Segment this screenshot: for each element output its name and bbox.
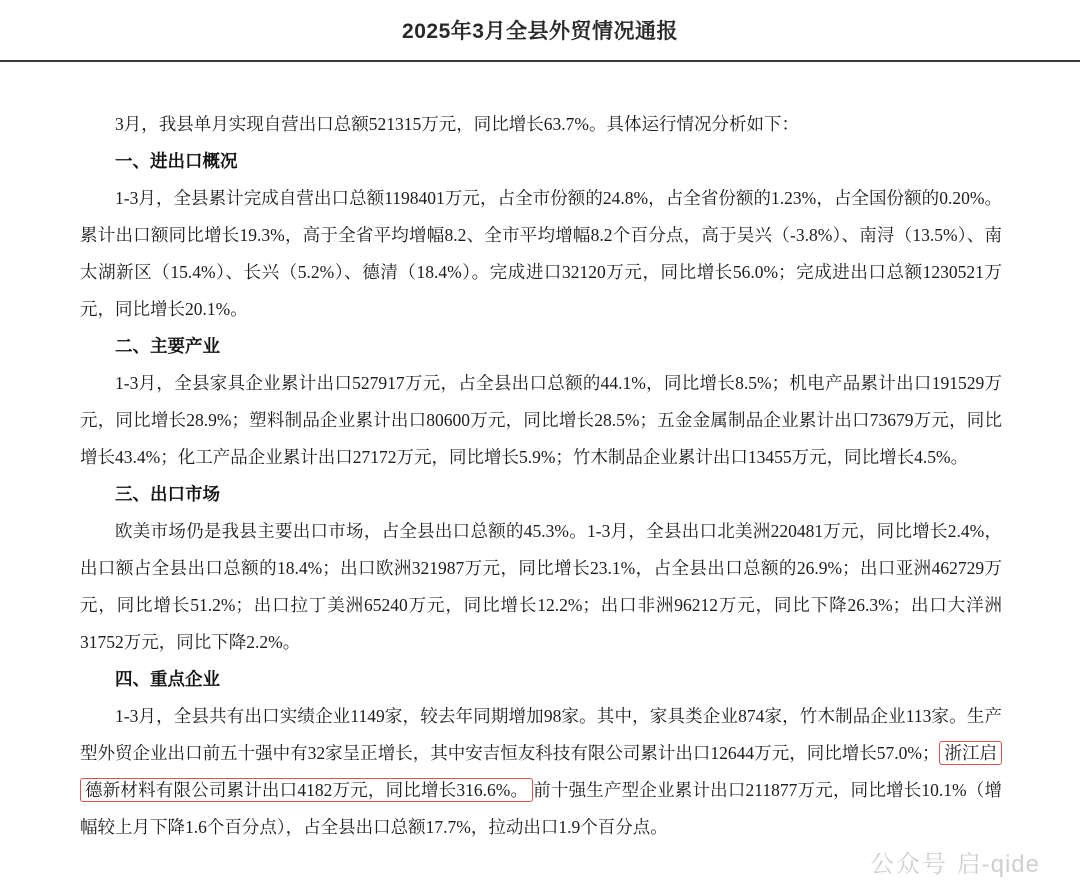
section-paragraph-3: 欧美市场仍是我县主要出口市场，占全县出口总额的45.3%。1-3月，全县出口北美洲220481万元，同比增长2.4%，出口额占全县出口总额的18.4%；出口欧洲321987万元，同比增长23.1%，占全县出口总额的26.9%；出口亚洲462729万元，同比增长51.2%；出口拉丁美洲65240万元，同比增长12.2%；出口非洲96212万元，同比下降26.3%；出口大洋洲31752万元，同比下降2.2%。: [80, 521, 1002, 652]
section-heading-2: 二、主要产业: [115, 336, 220, 356]
watermark-handle: 启-qide: [956, 851, 1040, 878]
document-body: [0, 62, 1080, 846]
section-paragraph-2: 1-3月，全县家具企业累计出口527917万元，占全县出口总额的44.1%，同比增长8.5%；机电产品累计出口191529万元，同比增长28.9%；塑料制品企业累计出口80600万元，同比增长28.5%；五金金属制品企业累计出口73679万元，同比增长43.4%；化工产品企业累计出口27172万元，同比增长5.9%；竹木制品企业累计出口13455万元，同比增长4.5%。: [80, 373, 1002, 467]
document-header: [0, 0, 1080, 62]
section-paragraph-4: [80, 698, 1002, 846]
section-heading-1: 一、进出口概况: [115, 151, 238, 171]
page-title: 2025年3月全县外贸情况通报: [402, 20, 678, 43]
section-heading-4: 四、重点企业: [115, 669, 220, 689]
section-paragraph-1: 1-3月，全县累计完成自营出口总额1198401万元，占全市份额的24.8%，占全省份额的1.23%，占全国份额的0.20%。累计出口额同比增长19.3%，高于全省平均增幅8.2、全市平均增幅8.2个百分点，高于吴兴（-3.8%）、南浔（13.5%）、南太湖新区（15.4%）、长兴（5.2%）、德清（18.4%）。完成进口32120万元，同比增长56.0%；完成进出口总额1230521万元，同比增长20.1%。: [80, 188, 1002, 319]
paragraph-text-before: 1-3月，全县共有出口实绩企业1149家，较去年同期增加98家。其中，家具类企业874家，竹木制品企业113家。生产型外贸企业出口前五十强中有32家呈正增长，其中安吉恒友科技有限公司累计出口12644万元，同比增长57.0%；: [80, 706, 1002, 763]
section-heading-3: 三、出口市场: [115, 484, 220, 504]
intro-paragraph: 3月，我县单月实现自营出口总额521315万元，同比增长63.7%。具体运行情况分析如下：: [115, 114, 799, 134]
watermark: [870, 844, 1040, 879]
paragraph-text-after: 前十强生产型企业累计出口211877万元，同比增长10.1%（增幅较上月下降1.6个百分点），占全县出口总额17.7%，拉动出口1.9个百分点。: [80, 780, 1002, 837]
highlighted-company-figure: 浙江启德新材料有限公司累计出口4182万元，同比增长316.6%。: [80, 741, 1002, 802]
watermark-label: 公众号: [869, 851, 948, 878]
